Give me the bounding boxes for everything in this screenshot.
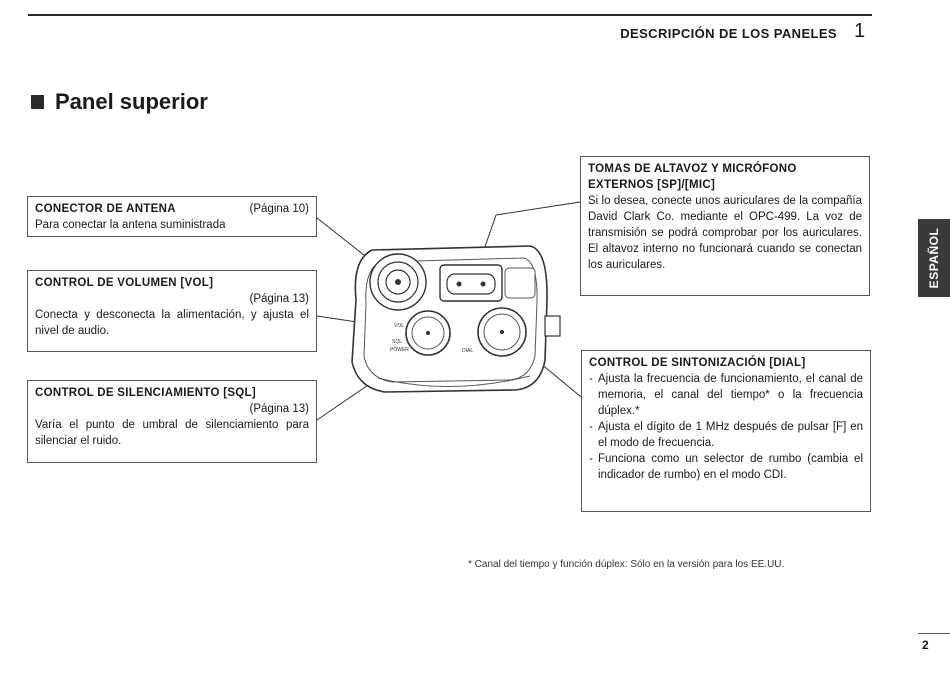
- page-reference: (Página 13): [249, 403, 309, 415]
- callout-body: Para conectar la antena suministrada: [35, 219, 226, 231]
- callout-dial: [581, 350, 871, 512]
- list-item: - Funciona como un selector de rumbo (cambia el indicador de rumbo) en el modo CDI.: [589, 451, 863, 483]
- callout-tomas: [580, 156, 870, 296]
- callout-title: CONTROL DE VOLUMEN [VOL]: [35, 277, 214, 289]
- page-number-rule: [918, 633, 950, 634]
- callout-title: TOMAS DE ALTAVOZ Y MICRÓFONO EXTERNOS [SP]/[MIC]: [588, 163, 797, 191]
- chapter-number: 1: [854, 20, 866, 42]
- callout-body: Conecta y desconecta la alimentación, y ajusta el nivel de audio.: [35, 309, 309, 337]
- side-clip: [545, 316, 560, 336]
- page-number: 2: [922, 638, 929, 652]
- list-item: - Ajusta el dígito de 1 MHz después de pulsar [F] en el modo de frecuencia.: [589, 419, 863, 451]
- callout-antena: [27, 196, 317, 237]
- callout-title: CONECTOR DE ANTENA: [35, 203, 176, 215]
- dial-function-list: [589, 371, 863, 483]
- label-power: POWER: [390, 347, 409, 353]
- callout-body: Si lo desea, conecte unos auriculares de la compañía David Clark Co. mediante el OPC-499. La voz de transmisión se podrá comprobar por los auriculares. El altavoz interno no funcionará cuando se conectan los auriculares.: [588, 195, 862, 271]
- callout-volumen: [27, 270, 317, 352]
- header-title: DESCRIPCIÓN DE LOS PANELES: [620, 26, 837, 41]
- page-reference: (Página 10): [249, 203, 309, 215]
- list-item: - Ajusta la frecuencia de funcionamiento, el canal de memoria, el canal del tiempo* o la frecuencia dúplex.*: [589, 371, 863, 419]
- callout-title: CONTROL DE SINTONIZACIÓN [DIAL]: [589, 357, 806, 369]
- callout-silenciamiento: [27, 380, 317, 463]
- leader-tomas: [496, 202, 580, 215]
- label-dial: DIAL: [462, 348, 474, 354]
- label-vol: VOL: [394, 323, 405, 329]
- callout-body: Varía el punto de umbral de silenciamiento para silenciar el ruido.: [35, 419, 309, 447]
- section-title: Panel superior: [55, 89, 208, 114]
- footnote: * Canal del tiempo y función dúplex: Sólo en la versión para los EE.UU.: [468, 559, 785, 570]
- language-tab-label: ESPAÑOL: [927, 227, 941, 289]
- callout-title: CONTROL DE SILENCIAMIENTO [SQL]: [35, 387, 256, 399]
- label-sql: SQL: [392, 339, 403, 345]
- page-reference: (Página 13): [249, 293, 309, 305]
